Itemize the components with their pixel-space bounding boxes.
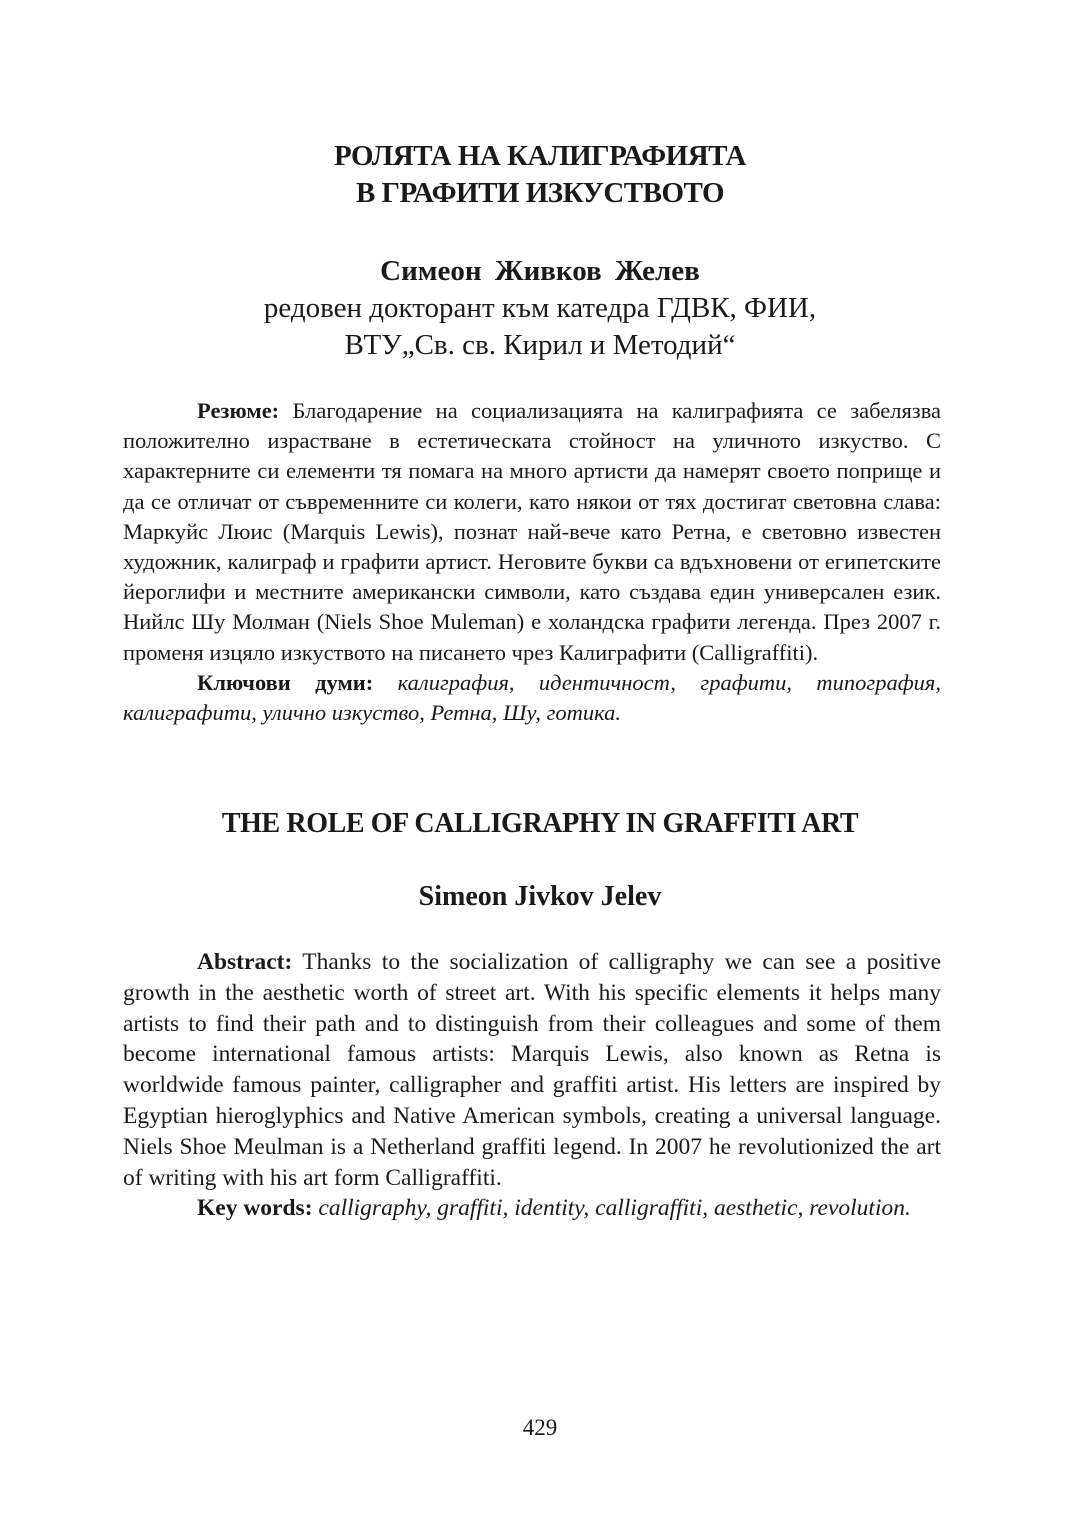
bulgarian-abstract [123,396,941,668]
english-keywords-text: calligraphy, graffiti, identity, calligraffiti, aesthetic, revolution. [318,1195,911,1222]
bulgarian-title-line-1: РОЛЯТА НА КАЛИГРАФИЯТА [333,140,746,172]
english-keywords [123,1193,941,1224]
english-title: THE ROLE OF CALLIGRAPHY IN GRAFFITI ART [221,808,859,839]
english-abstract-section [123,947,941,1224]
bulgarian-abstract-label: Резюме: [197,398,280,423]
english-abstract-text: Thanks to the socialization of calligraphy we can see a positive growth in the aesthetic worth of street art. With his specific elements it helps many artists to find their path and to distinguish from their colleagues and some of them become international famous artists: Marquis Lewis, also known as Retna is worldwide famous painter, calligrapher and graffiti artist. His letters are inspired by Egyptian hieroglyphics and Native American symbols, creating a universal language. Niels Shoe Meulman is a Netherland graffiti legend. In 2007 he revolutionized the art of writing with his art form Calligraffiti. [123,949,942,1191]
page-number: 429 [522,1415,558,1440]
bulgarian-title [0,138,1080,212]
english-abstract-label: Abstract: [197,949,293,975]
bulgarian-author-name: Симеон Живков Желев [380,255,700,287]
bulgarian-keywords-text: калиграфия, идентичност, графити, типография, калиграфити, улично изкуство, Ретна, Шу, готика. [123,669,942,726]
english-author-name: Simeon Jivkov Jelev [418,881,662,912]
bulgarian-keywords-label: Ключови думи: [197,669,374,695]
english-keywords-label: Key words: [197,1195,313,1222]
bulgarian-affiliation-line-2: ВТУ„Св. св. Кирил и Методий“ [344,329,736,361]
bulgarian-keywords [123,668,941,728]
bulgarian-abstract-section [123,396,941,728]
bulgarian-author-block [0,253,1080,364]
bulgarian-abstract-text: Благодарение на социализацията на калиграфията се забелязва положително израстване в естетическата стойност на уличното изкуство. С характерните си елементи тя помага на много артисти да намерят своето поприще и да се отличат от съвременните си колеги, като някои от тях достигат световна слава: Маркуйс Люис (Marquis Lewis), познат най-вече като Ретна, е световно известен художник, калиграф и графити артист. Неговите букви са вдъхновени от египетските йероглифи и местните американски символи, като създава един универсален език. Нийлс Шу Молман (Niels Shoe Muleman) е холандска графити легенда. През 2007 г. променя изцяло изкуството на писането чрез Калиграфити (Calligraffiti). [123,398,942,665]
bulgarian-affiliation-line-1: редовен докторант към катедра ГДВК, ФИИ, [263,292,817,324]
bulgarian-title-line-2: В ГРАФИТИ ИЗКУСТВОТО [355,177,725,209]
english-abstract [123,947,941,1193]
